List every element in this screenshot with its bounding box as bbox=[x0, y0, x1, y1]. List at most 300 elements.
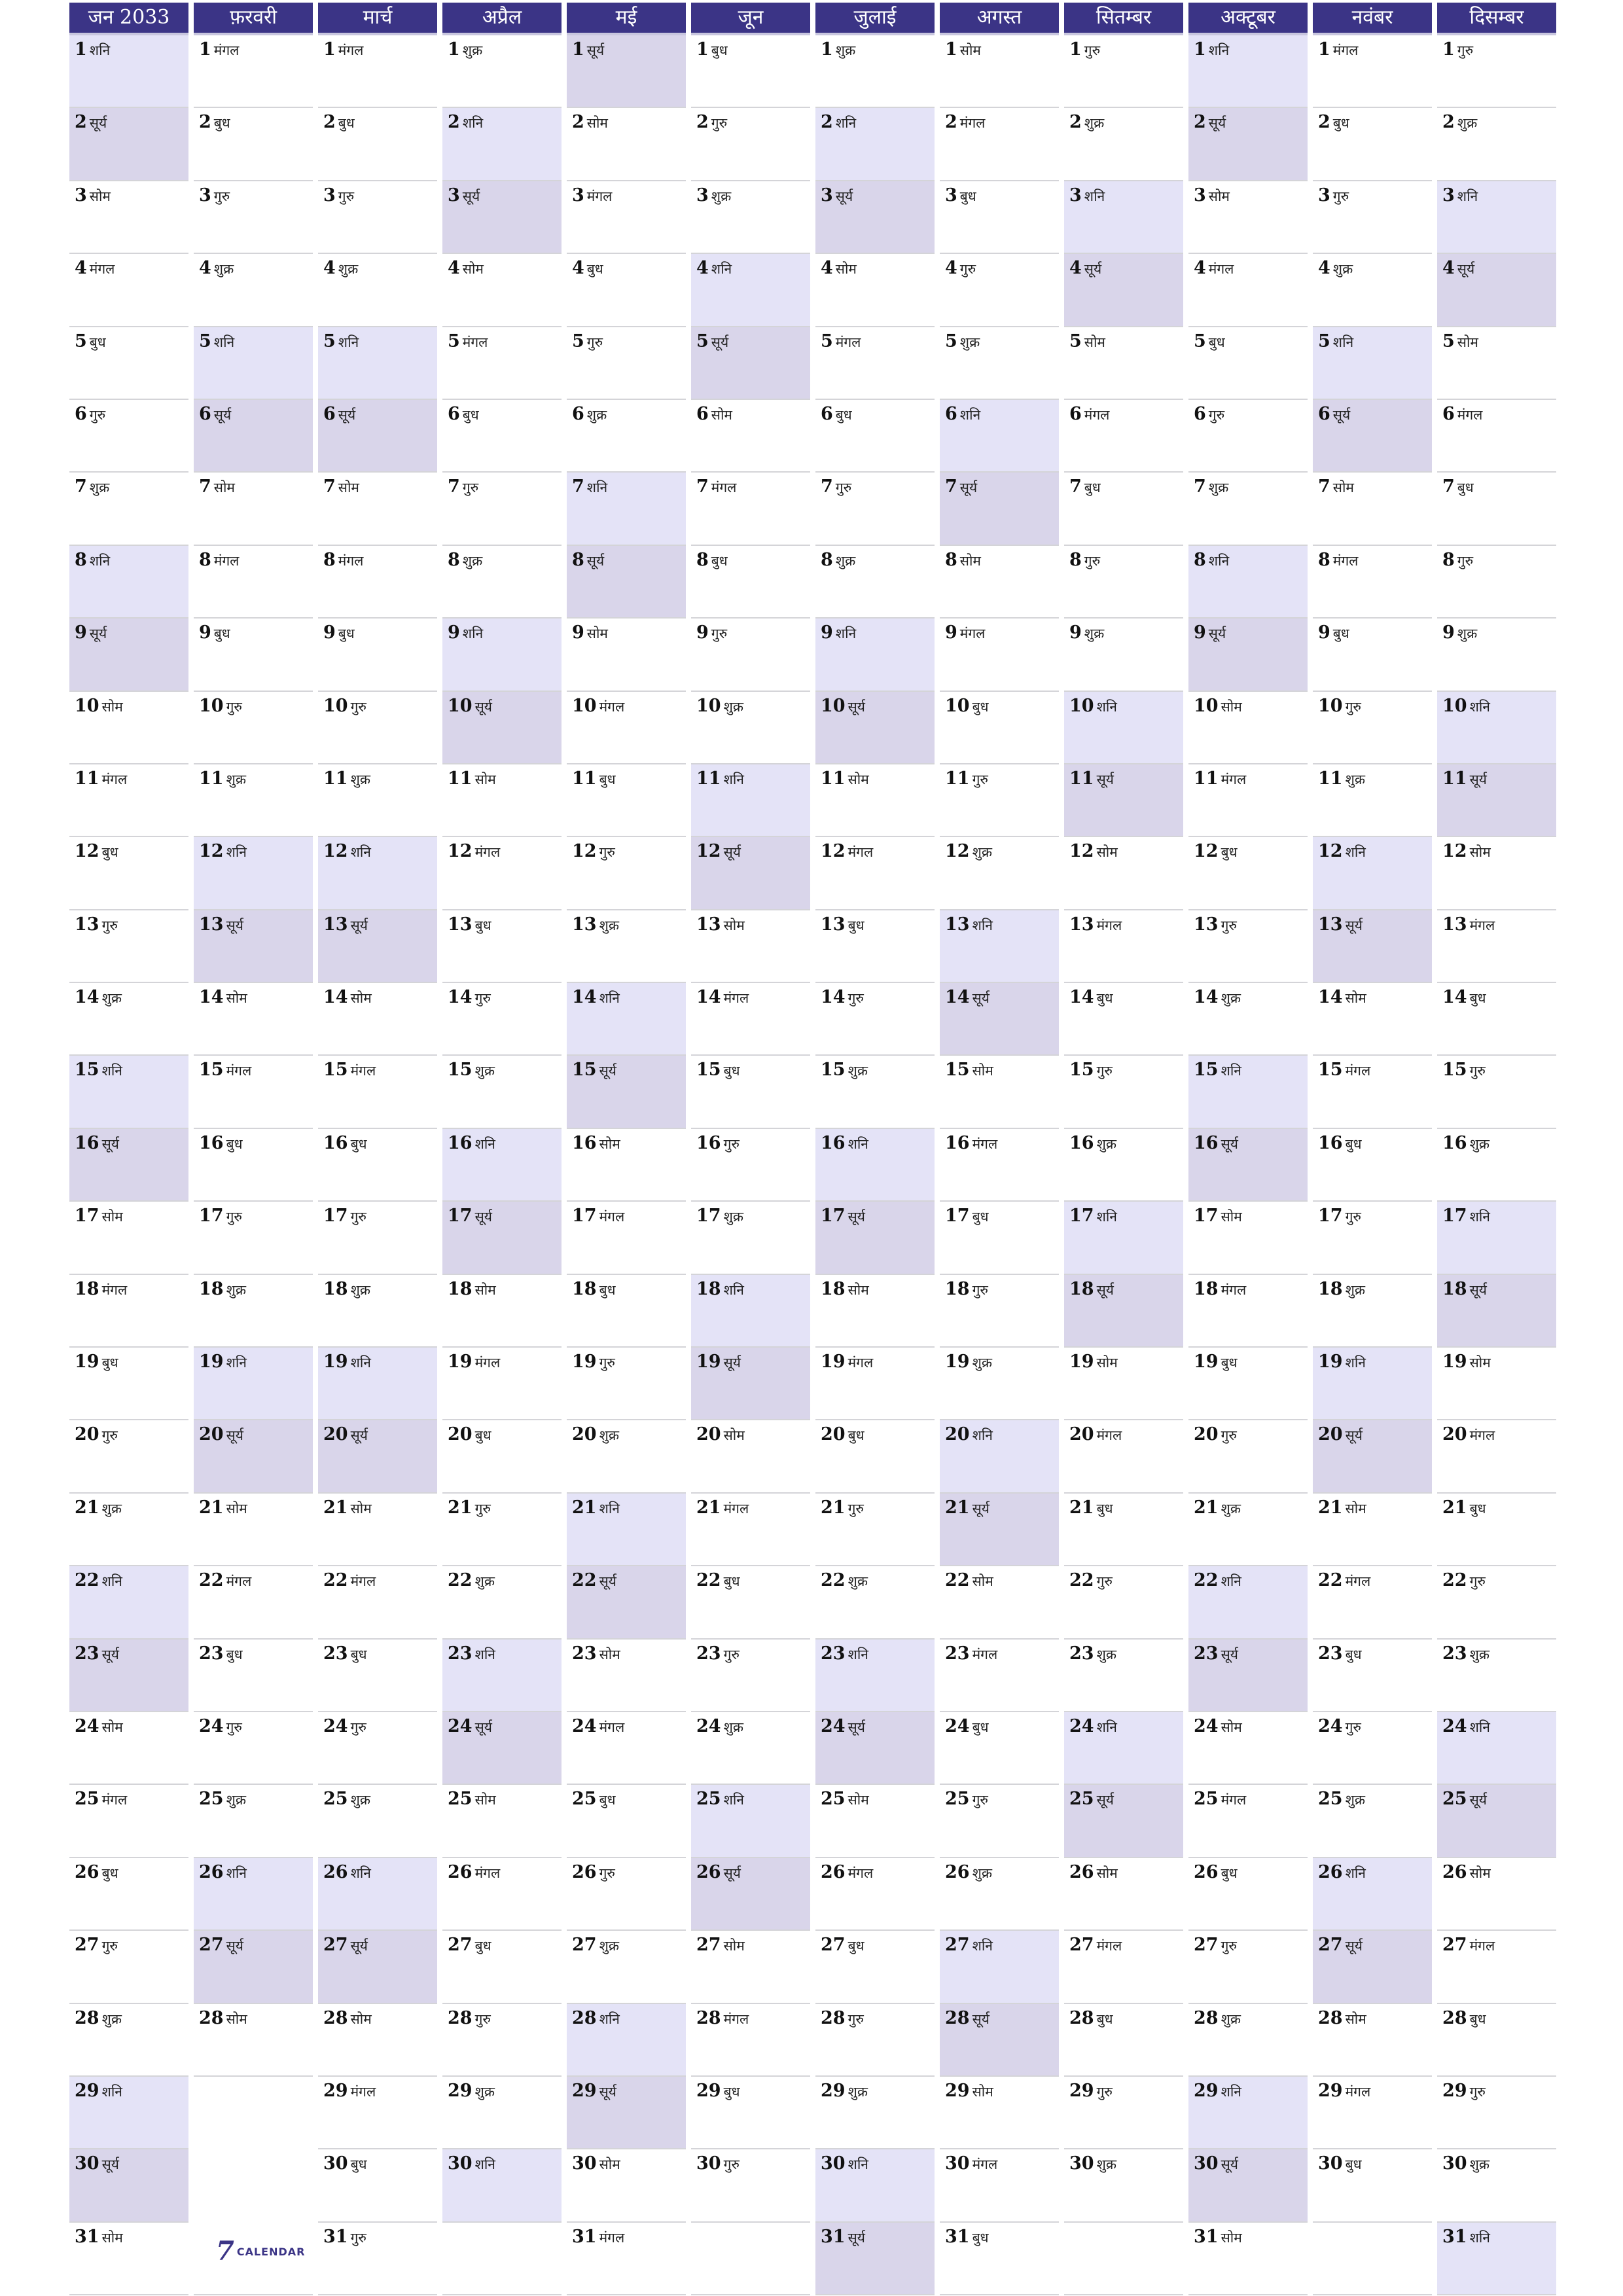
weekday-name: सोम bbox=[711, 406, 732, 423]
weekday-name: बुध bbox=[972, 1209, 989, 1225]
weekday-name: सूर्य bbox=[338, 406, 356, 423]
day-number: 6 bbox=[696, 403, 709, 424]
day-cell bbox=[1437, 108, 1556, 181]
weekday-name: शुक्र bbox=[89, 480, 110, 496]
weekday-name: शनि bbox=[1345, 1355, 1366, 1371]
day-number: 27 bbox=[448, 1935, 473, 1956]
day-number: 23 bbox=[821, 1643, 846, 1664]
day-number: 22 bbox=[323, 1570, 348, 1591]
day-cell bbox=[1188, 181, 1308, 254]
weekday-name: मंगल bbox=[462, 334, 488, 350]
weekday-name: सोम bbox=[226, 1500, 247, 1516]
day-number: 9 bbox=[1069, 622, 1082, 643]
weekday-name: मंगल bbox=[89, 261, 115, 278]
day-number: 7 bbox=[1194, 476, 1206, 497]
day-cell bbox=[1188, 2223, 1308, 2295]
day-number: 18 bbox=[323, 1278, 348, 1299]
weekday-name: मंगल bbox=[711, 480, 737, 496]
day-number: 10 bbox=[1069, 695, 1094, 716]
weekday-name: मंगल bbox=[586, 188, 613, 204]
day-cell bbox=[815, 254, 935, 327]
day-number: 7 bbox=[945, 476, 957, 497]
day-number: 20 bbox=[199, 1424, 224, 1445]
day-cell bbox=[940, 2004, 1059, 2077]
day-cell bbox=[1437, 35, 1556, 108]
weekday-name: शुक्र bbox=[338, 261, 359, 278]
day-number: 11 bbox=[199, 768, 224, 789]
weekday-name: बुध bbox=[1084, 480, 1101, 496]
weekday-name: मंगल bbox=[1208, 261, 1234, 278]
day-cell bbox=[815, 400, 935, 473]
weekday-name: बुध bbox=[1469, 990, 1486, 1007]
weekday-name: शनि bbox=[462, 115, 484, 132]
weekday-name: बुध bbox=[599, 1282, 616, 1298]
day-number: 27 bbox=[199, 1935, 224, 1956]
day-cell bbox=[940, 764, 1059, 837]
weekday-name: गुरु bbox=[1345, 1719, 1361, 1735]
day-number: 19 bbox=[572, 1352, 597, 1372]
day-number: 23 bbox=[323, 1643, 348, 1664]
weekday-name: सूर्य bbox=[835, 188, 853, 204]
day-number: 8 bbox=[75, 549, 87, 570]
day-number: 31 bbox=[945, 2226, 970, 2247]
day-cell bbox=[1188, 764, 1308, 837]
weekday-name: सोम bbox=[474, 771, 496, 787]
day-cell bbox=[815, 1420, 935, 1493]
day-cell bbox=[318, 1712, 437, 1785]
weekday-name: मंगल bbox=[972, 1136, 998, 1152]
day-cell bbox=[691, 35, 810, 108]
day-number: 25 bbox=[821, 1789, 846, 1810]
weekday-name: मंगल bbox=[1332, 552, 1359, 569]
day-cell bbox=[815, 546, 935, 619]
day-number: 10 bbox=[199, 695, 224, 716]
weekday-name: बुध bbox=[972, 1719, 989, 1735]
day-number: 21 bbox=[323, 1497, 348, 1518]
day-cell bbox=[940, 2149, 1059, 2222]
weekday-name: सूर्य bbox=[89, 115, 107, 132]
day-cell bbox=[318, 619, 437, 691]
day-cell bbox=[1188, 400, 1308, 473]
day-number: 11 bbox=[75, 768, 99, 789]
day-cell bbox=[691, 327, 810, 400]
day-number: 6 bbox=[1318, 403, 1330, 424]
weekday-name: सूर्य bbox=[101, 1136, 119, 1152]
day-number: 1 bbox=[572, 39, 584, 60]
weekday-name: सूर्य bbox=[213, 406, 232, 423]
weekday-name: सोम bbox=[1469, 1865, 1491, 1881]
day-number: 6 bbox=[945, 403, 957, 424]
day-cell bbox=[815, 2149, 935, 2222]
weekday-name: मंगल bbox=[101, 771, 128, 787]
day-number: 25 bbox=[448, 1789, 473, 1810]
weekday-name: शुक्र bbox=[1469, 1646, 1489, 1662]
empty-day-cell bbox=[194, 2077, 313, 2149]
day-number: 21 bbox=[448, 1497, 473, 1518]
weekday-name: बुध bbox=[1221, 844, 1238, 861]
day-number: 14 bbox=[448, 987, 473, 1008]
day-number: 2 bbox=[199, 112, 211, 133]
day-number: 4 bbox=[75, 258, 87, 279]
day-number: 17 bbox=[821, 1206, 846, 1227]
day-cell bbox=[940, 473, 1059, 545]
day-number: 30 bbox=[1318, 2153, 1343, 2174]
day-cell bbox=[69, 546, 188, 619]
weekday-name: बुध bbox=[101, 1355, 118, 1371]
weekday-name: शुक्र bbox=[226, 771, 246, 787]
weekday-name: सूर्य bbox=[1469, 771, 1487, 787]
day-number: 11 bbox=[572, 768, 597, 789]
day-number: 6 bbox=[448, 403, 460, 424]
day-cell bbox=[442, 1931, 562, 2003]
day-cell bbox=[1313, 983, 1432, 1056]
day-number: 5 bbox=[1442, 331, 1455, 351]
day-number: 25 bbox=[1194, 1789, 1219, 1810]
day-cell bbox=[1188, 2077, 1308, 2149]
weekday-name: सूर्य bbox=[847, 1209, 865, 1225]
day-cell bbox=[1313, 1275, 1432, 1348]
weekday-name: सूर्य bbox=[1332, 406, 1351, 423]
day-number: 23 bbox=[1318, 1643, 1343, 1664]
weekday-name: मंगल bbox=[847, 1355, 874, 1371]
weekday-name: शनि bbox=[101, 2083, 122, 2100]
weekday-name: सोम bbox=[847, 1282, 869, 1298]
weekday-name: शुक्र bbox=[1345, 1282, 1365, 1298]
day-number: 17 bbox=[323, 1206, 348, 1227]
day-cell bbox=[567, 1275, 686, 1348]
day-cell bbox=[318, 1275, 437, 1348]
day-cell bbox=[567, 2077, 686, 2149]
day-cell bbox=[69, 473, 188, 545]
day-number: 19 bbox=[1069, 1352, 1094, 1372]
day-number: 30 bbox=[821, 2153, 846, 2174]
weekday-name: शुक्र bbox=[847, 1063, 868, 1079]
weekday-name: शनि bbox=[213, 334, 235, 350]
day-number: 4 bbox=[1442, 258, 1455, 279]
day-number: 12 bbox=[1442, 841, 1467, 862]
weekday-name: मंगल bbox=[1469, 1427, 1495, 1444]
weekday-name: शुक्र bbox=[1096, 1136, 1116, 1152]
day-number: 13 bbox=[1318, 914, 1343, 935]
day-number: 9 bbox=[1194, 622, 1206, 643]
day-cell bbox=[940, 1129, 1059, 1202]
day-cell bbox=[442, 1640, 562, 1712]
day-cell bbox=[1188, 546, 1308, 619]
day-number: 30 bbox=[572, 2153, 597, 2174]
day-number: 4 bbox=[821, 258, 833, 279]
day-cell bbox=[1064, 1129, 1183, 1202]
day-cell bbox=[318, 1129, 437, 1202]
weekday-name: शुक्र bbox=[213, 261, 234, 278]
weekday-name: बुध bbox=[972, 2229, 989, 2246]
weekday-name: बुध bbox=[1469, 1500, 1486, 1516]
day-cell bbox=[815, 1348, 935, 1420]
day-cell bbox=[691, 181, 810, 254]
day-number: 3 bbox=[1442, 185, 1455, 206]
day-cell bbox=[940, 2077, 1059, 2149]
weekday-name: गुरु bbox=[1221, 917, 1237, 933]
day-number: 15 bbox=[199, 1060, 224, 1081]
day-cell bbox=[567, 1785, 686, 1857]
day-number: 2 bbox=[1318, 112, 1330, 133]
weekday-name: सोम bbox=[350, 2011, 372, 2027]
day-number: 22 bbox=[199, 1570, 224, 1591]
weekday-name: शुक्र bbox=[723, 1209, 743, 1225]
day-number: 26 bbox=[199, 1861, 224, 1882]
day-cell bbox=[1313, 1858, 1432, 1931]
day-cell bbox=[442, 2004, 562, 2077]
day-cell bbox=[1313, 35, 1432, 108]
day-number: 12 bbox=[448, 841, 473, 862]
day-number: 15 bbox=[572, 1060, 597, 1081]
day-number: 15 bbox=[821, 1060, 846, 1081]
day-number: 28 bbox=[75, 2007, 99, 2028]
day-cell bbox=[318, 764, 437, 837]
day-number: 25 bbox=[1069, 1789, 1094, 1810]
weekday-name: बुध bbox=[1221, 1355, 1238, 1371]
day-number: 28 bbox=[448, 2007, 473, 2028]
day-number: 22 bbox=[448, 1570, 473, 1591]
month-column bbox=[815, 3, 935, 2295]
weekday-name: शनि bbox=[474, 1136, 495, 1152]
day-cell bbox=[194, 1056, 313, 1128]
month-header: अप्रैल bbox=[442, 3, 562, 35]
month-column bbox=[1437, 3, 1556, 2295]
weekday-name: सूर्य bbox=[586, 43, 605, 58]
day-number: 1 bbox=[1069, 39, 1082, 60]
day-number: 28 bbox=[696, 2007, 721, 2028]
day-number: 23 bbox=[945, 1643, 970, 1664]
day-number: 9 bbox=[75, 622, 87, 643]
empty-day-cell bbox=[442, 2223, 562, 2295]
weekday-name: शुक्र bbox=[972, 844, 992, 861]
weekday-name: शुक्र bbox=[1469, 2157, 1489, 2173]
weekday-name: शुक्र bbox=[1345, 1792, 1365, 1808]
weekday-name: गुरु bbox=[972, 1282, 988, 1298]
day-cell bbox=[1313, 619, 1432, 691]
weekday-name: सोम bbox=[1457, 334, 1478, 350]
day-cell bbox=[318, 1056, 437, 1128]
day-cell bbox=[815, 1566, 935, 1639]
weekday-name: शुक्र bbox=[462, 43, 483, 58]
day-cell bbox=[1437, 910, 1556, 983]
weekday-name: सूर्य bbox=[350, 917, 368, 933]
weekday-name: मंगल bbox=[101, 1792, 128, 1808]
day-number: 23 bbox=[199, 1643, 224, 1664]
day-cell bbox=[1064, 108, 1183, 181]
day-cell bbox=[815, 619, 935, 691]
day-cell bbox=[318, 1785, 437, 1857]
day-cell bbox=[567, 2223, 686, 2295]
day-cell bbox=[940, 1858, 1059, 1931]
day-number: 14 bbox=[1318, 987, 1343, 1008]
weekday-name: शुक्र bbox=[101, 1500, 122, 1516]
day-number: 21 bbox=[1318, 1497, 1343, 1518]
day-number: 25 bbox=[323, 1789, 348, 1810]
day-cell bbox=[1313, 837, 1432, 910]
weekday-name: गुरु bbox=[711, 115, 728, 132]
day-number: 29 bbox=[1194, 2080, 1219, 2101]
day-cell bbox=[691, 1858, 810, 1931]
day-cell bbox=[69, 1931, 188, 2003]
weekday-name: सूर्य bbox=[1208, 626, 1226, 642]
day-cell bbox=[1437, 327, 1556, 400]
day-cell bbox=[815, 2077, 935, 2149]
day-number: 10 bbox=[448, 695, 473, 716]
day-cell bbox=[567, 2004, 686, 2077]
day-cell bbox=[567, 1566, 686, 1639]
weekday-name: सोम bbox=[599, 1646, 620, 1662]
day-cell bbox=[1188, 910, 1308, 983]
day-number: 30 bbox=[75, 2153, 99, 2174]
month-column bbox=[194, 3, 313, 2295]
weekday-name: सूर्य bbox=[1221, 1646, 1238, 1662]
day-number: 21 bbox=[1194, 1497, 1219, 1518]
day-cell bbox=[1064, 910, 1183, 983]
day-number: 16 bbox=[1069, 1132, 1094, 1153]
day-cell bbox=[318, 2077, 437, 2149]
weekday-name: सोम bbox=[1096, 844, 1118, 861]
day-cell bbox=[567, 1494, 686, 1566]
day-number: 12 bbox=[323, 841, 348, 862]
day-number: 9 bbox=[572, 622, 584, 643]
day-number: 11 bbox=[1442, 768, 1467, 789]
weekday-name: गुरु bbox=[350, 1719, 366, 1735]
day-number: 22 bbox=[696, 1570, 721, 1591]
weekday-name: सूर्य bbox=[474, 1209, 492, 1225]
weekday-name: शनि bbox=[226, 844, 247, 861]
day-cell bbox=[1313, 2077, 1432, 2149]
day-cell bbox=[69, 1420, 188, 1493]
month-header: मई bbox=[567, 3, 686, 35]
day-number: 11 bbox=[696, 768, 721, 789]
weekday-name: सोम bbox=[723, 1427, 745, 1444]
weekday-name: सूर्य bbox=[474, 698, 492, 715]
day-number: 20 bbox=[323, 1424, 348, 1445]
weekday-name: गुरु bbox=[723, 2157, 740, 2173]
day-cell bbox=[194, 1858, 313, 1931]
day-number: 18 bbox=[696, 1278, 721, 1299]
weekday-name: सोम bbox=[1469, 1355, 1491, 1371]
weekday-name: गुरु bbox=[226, 1209, 242, 1225]
month-column bbox=[318, 3, 437, 2295]
day-cell bbox=[1064, 473, 1183, 545]
day-cell bbox=[691, 1275, 810, 1348]
day-number: 16 bbox=[1194, 1132, 1219, 1153]
weekday-name: सोम bbox=[723, 917, 745, 933]
weekday-name: सूर्य bbox=[847, 2229, 865, 2246]
day-number: 21 bbox=[1442, 1497, 1467, 1518]
day-number: 2 bbox=[696, 112, 709, 133]
day-number: 9 bbox=[1318, 622, 1330, 643]
day-cell bbox=[940, 254, 1059, 327]
day-number: 29 bbox=[1318, 2080, 1343, 2101]
day-number: 9 bbox=[945, 622, 957, 643]
weekday-name: बुध bbox=[847, 1427, 865, 1444]
day-cell bbox=[1437, 2077, 1556, 2149]
weekday-name: शनि bbox=[350, 1355, 371, 1371]
weekday-name: सोम bbox=[101, 1719, 123, 1735]
day-cell bbox=[442, 764, 562, 837]
day-cell bbox=[1188, 1129, 1308, 1202]
weekday-name: सोम bbox=[847, 1792, 869, 1808]
day-number: 5 bbox=[199, 331, 211, 351]
weekday-name: सूर्य bbox=[1084, 261, 1102, 278]
day-number: 5 bbox=[1318, 331, 1330, 351]
day-cell bbox=[815, 1712, 935, 1785]
weekday-name: मंगल bbox=[1096, 1427, 1122, 1444]
day-cell bbox=[1188, 327, 1308, 400]
day-number: 11 bbox=[1069, 768, 1094, 789]
day-cell bbox=[194, 692, 313, 764]
weekday-name: बुध bbox=[1096, 2011, 1113, 2027]
weekday-name: सूर्य bbox=[972, 1500, 990, 1516]
weekday-name: शुक्र bbox=[350, 771, 370, 787]
day-cell bbox=[318, 910, 437, 983]
weekday-name: सूर्य bbox=[474, 1719, 492, 1735]
day-number: 8 bbox=[1318, 549, 1330, 570]
weekday-name: मंगल bbox=[1469, 917, 1495, 933]
day-cell bbox=[318, 1858, 437, 1931]
day-number: 26 bbox=[945, 1861, 970, 1882]
day-number: 26 bbox=[821, 1861, 846, 1882]
day-number: 17 bbox=[696, 1206, 721, 1227]
day-cell bbox=[442, 254, 562, 327]
day-number: 14 bbox=[945, 987, 970, 1008]
day-cell bbox=[1064, 983, 1183, 1056]
weekday-name: सोम bbox=[959, 552, 981, 569]
day-number: 17 bbox=[75, 1206, 99, 1227]
weekday-name: मंगल bbox=[1345, 2083, 1371, 2100]
day-number: 15 bbox=[323, 1060, 348, 1081]
day-cell bbox=[442, 1056, 562, 1128]
weekday-name: बुध bbox=[1332, 115, 1349, 132]
day-cell bbox=[1313, 1202, 1432, 1274]
day-number: 30 bbox=[1069, 2153, 1094, 2174]
weekday-name: सोम bbox=[1469, 844, 1491, 861]
day-number: 14 bbox=[323, 987, 348, 1008]
weekday-name: गुरु bbox=[1096, 1573, 1113, 1590]
day-cell bbox=[1313, 1348, 1432, 1420]
weekday-name: शुक्र bbox=[474, 1573, 495, 1590]
day-number: 8 bbox=[1069, 549, 1082, 570]
weekday-name: शनि bbox=[1221, 1063, 1241, 1079]
weekday-name: बुध bbox=[1457, 480, 1474, 496]
weekday-name: शुक्र bbox=[599, 917, 619, 933]
weekday-name: शनि bbox=[723, 1282, 744, 1298]
weekday-name: शुक्र bbox=[835, 552, 856, 569]
day-number: 1 bbox=[1318, 39, 1330, 60]
day-number: 16 bbox=[199, 1132, 224, 1153]
day-number: 30 bbox=[945, 2153, 970, 2174]
weekday-name: सूर्य bbox=[226, 917, 243, 933]
day-cell bbox=[940, 108, 1059, 181]
weekday-name: मंगल bbox=[723, 990, 749, 1007]
day-cell bbox=[567, 1858, 686, 1931]
day-number: 26 bbox=[323, 1861, 348, 1882]
day-number: 5 bbox=[1069, 331, 1082, 351]
day-number: 17 bbox=[448, 1206, 473, 1227]
day-cell bbox=[442, 2077, 562, 2149]
day-number: 28 bbox=[323, 2007, 348, 2028]
day-cell bbox=[318, 546, 437, 619]
day-cell bbox=[815, 764, 935, 837]
weekday-name: बुध bbox=[338, 626, 355, 642]
day-number: 24 bbox=[1069, 1715, 1094, 1736]
day-cell bbox=[318, 837, 437, 910]
day-number: 7 bbox=[75, 476, 87, 497]
weekday-name: मंगल bbox=[972, 2157, 998, 2173]
